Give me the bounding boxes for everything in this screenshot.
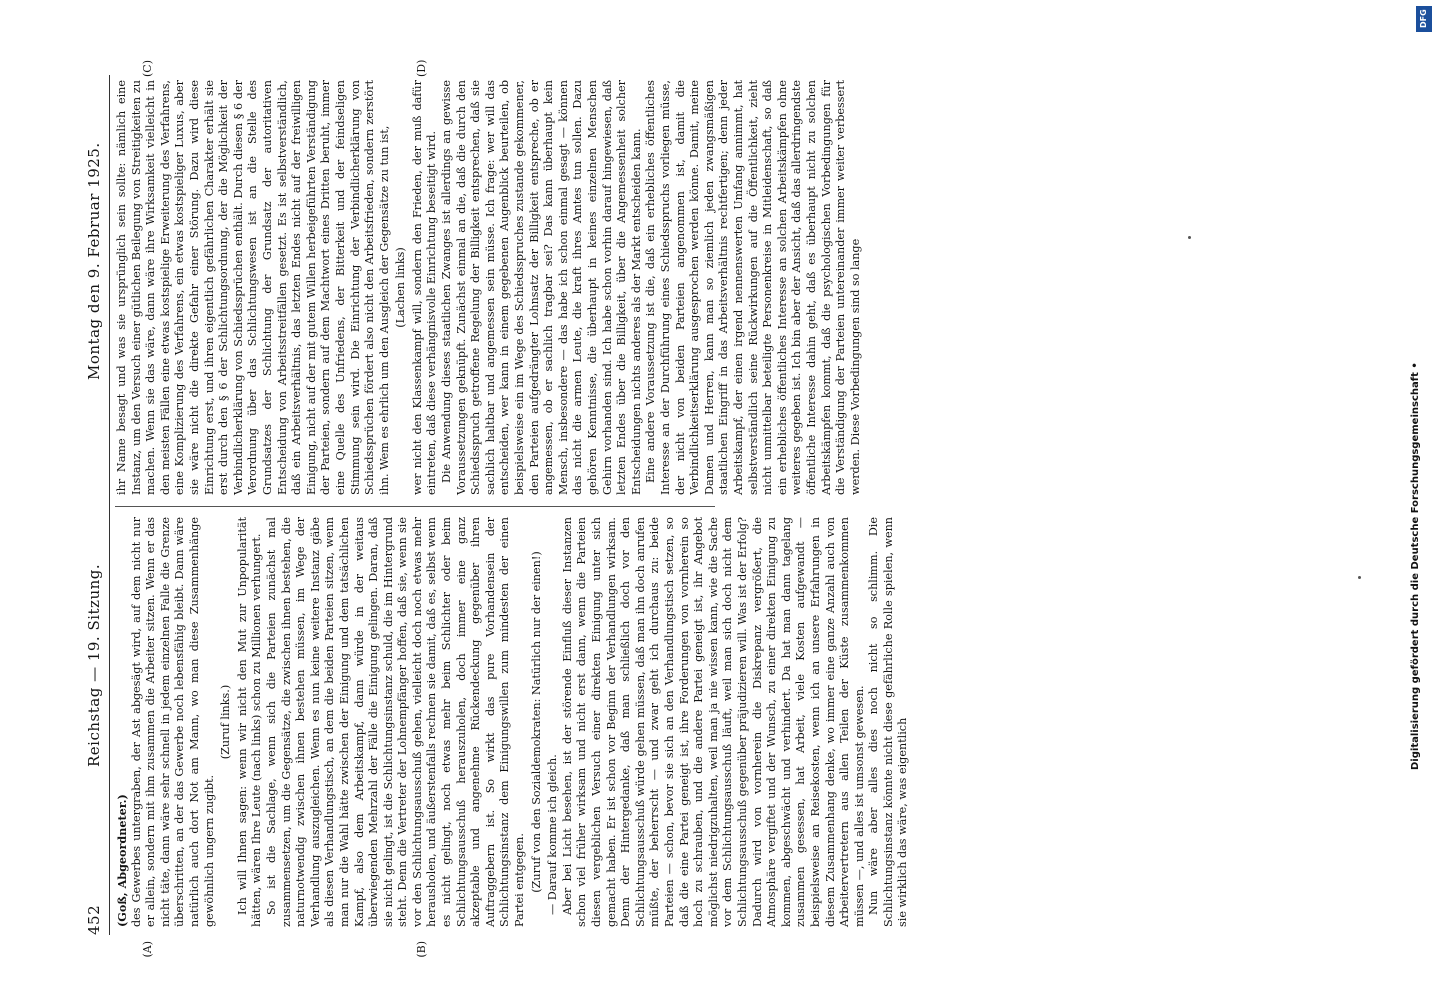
margin-marker-c: (C) bbox=[141, 60, 154, 77]
interjection: (Lachen links) bbox=[394, 247, 408, 328]
paragraph: — Darauf komme ich gleich. bbox=[546, 754, 560, 915]
interjection: (Zuruf von den Sozialdemokraten: Natürlich nur der einen!) bbox=[529, 551, 543, 893]
paragraph: ihr Name besagt und was sie ursprünglich sein sollte: nämlich eine Instanz, um den Versuch einer gütlichen Beilegung von Streitigkeiten zu machen. Wenn sie das wäre, dann wäre ihre Wirksamkeit vielleicht in den meisten Fällen eine etwas kostspielige Erweiterung des Verfahrens, eine Komplizierung des Verfahrens, ein etwas kostspieliger Luxus, aber sie wäre nicht die direkte Gefahr einer Störung. Dazu wird diese Einrichtung erst, und ihren eigentlich gefährlichen Charakter erhält sie erst durch den § 6 der Schlichtungsordnung, der die Möglichkeit der Verbindlicherklärung von Schiedssprüchen enthält. Durch diesen § 6 der Verordnung über das Schlichtungswesen ist an die Stelle des Grundsatzes der Schlichtung der Grundsatz der autoritativen Entscheidung von Arbeitsstreitfällen gesetzt. Es ist selbstverständlich, daß ein Arbeitsverhältnis, das letzten Endes nicht auf der freiwilligen Einigung, nicht auf der mit gutem Willen herbeigeführten Verständigung der Parteien, sondern auf dem Machtwort eines Dritten beruht, immer eine Quelle des Unfriedens, der Bitterkeit und der feindseligen Stimmung sein wird. Die Einrichtung der Verbindlicherklärung von Schiedssprüchen fördert also nicht den Arbeitsfrieden, sondern zerstört ihn. Wem es ehrlich um den Ausgleich der Gegensätze zu tun ist, bbox=[115, 80, 391, 495]
left-column bbox=[115, 517, 910, 927]
margin-marker-b: (B) bbox=[415, 941, 428, 958]
rotated-page-content bbox=[85, 59, 910, 958]
page-header bbox=[85, 75, 111, 935]
paragraph: Die Anwendung dieses staatlichen Zwanges ist allerdings an gewisse Voraussetzungen geknüpft. Zunächst einmal an die, daß die durch den Schiedsspruch getroffene Regelung der Billigkeit entsprechen, daß sie sachlich haltbar und angemessen sein müsse. Ich frage: wer will das entscheiden, wer kann in einem gegebenen Augenblick beurteilen, ob beispielsweise ein im Wege des Schiedsspruches zustande gekommener, den Parteien aufgedrängter Lohnsatz der Billigkeit entspreche, ob er angemessen, ob er sachlich tragbar sei? Das kann überhaupt kein Mensch, insbesondere — das habe ich schon einmal gesagt — können das nicht die armen Leute, die kraft ihres Amtes tun sollen. Dazu gehören Kenntnisse, die überhaupt in keines einzelnen Menschen Gehirn vorhanden sind. Ich habe schon vorhin darauf hingewiesen, daß letzten Endes über die Billigkeit, über die Angemessenheit solcher Entscheidungen nichts anderes als der Markt entscheiden kann. bbox=[440, 80, 643, 495]
page-number: 452 bbox=[85, 904, 103, 935]
paragraph: Ich will Ihnen sagen: wenn wir nicht den Mut zur Unpopularität hätten, wären Ihre Leute (nach links) schon zu Millionen verhungert. bbox=[235, 517, 264, 927]
paragraph: So ist die Sachlage, wenn sich die Parteien zunächst mal zusammensetzen, um die Gegensätze, die zwischen ihnen bestehen, die naturnotwendig zwischen ihnen bestehen müssen, im Wege der Verhandlung auszugleichen. Wenn es nun keine weitere Instanz gäbe als diesen Verhandlungstisch, an dem die beiden Parteien sitzen, wenn man nur die Wahl hätte zwischen der Einigung und dem tatsächlichen Kampf, also dem Arbeitskampf, dann würde in der weitaus überwiegenden Mehrzahl der Fälle die Einigung gelingen. Daran, daß sie nicht gelingt, ist die Schlichtungsinstanz schuld, die im Hintergrund steht. Denn die Vertreter der Lohnempfänger hoffen, daß sie, wenn sie vor den Schlichtungsausschuß gehen, vielleicht doch noch etwas mehr herausholen, und äußerstenfalls rechnen sie damit, daß es, selbst wenn es nicht gelingt, noch etwas mehr beim Schlichter oder beim Schlichtungsausschuß herauszuholen, doch immer eine ganz akzeptable und angenehme Rückendeckung gegenüber ihren Auftraggebern ist. So wirkt das pure Vorhandensein der Schlichtungsinstanz dem Einigungswillen zum mindesten der einen Partei entgegen. bbox=[264, 517, 527, 927]
session-title: Reichstag — 19. Sitzung. bbox=[85, 563, 103, 767]
margin-marker-a: (A) bbox=[141, 941, 154, 958]
paragraph: wer nicht den Klassenkampf will, sondern den Frieden, der muß dafür eintreten, daß diese verhängnisvolle Einrichtung beseitigt wird. bbox=[410, 80, 439, 495]
document-page bbox=[85, 0, 1415, 1000]
paragraph: Aber bei Licht besehen, ist der störende Einfluß dieser Instanzen schon viel früher wirksam und nicht erst dann, wenn die Parteien diesen vergeblichen Versuch einer direkten Einigung unter sich gemacht haben. Er ist schon vor Beginn der Verhandlungen wirksam. Denn der Hintergedanke, daß man schließlich doch vor den Schlichtungsausschuß würde gehen müssen, daß man ihn doch anrufen müßte, der beherrscht — und zwar geht ich durchaus zu: beide Parteien — schon, bevor sie sich an den Verhandlungstisch setzen, so daß die eine Partei geneigt ist, ihre Forderungen von vornherein so hoch zu schrauben, und die andere Partei geneigt ist, ihr Angebot möglichst niedrigzuhalten, weil man ja nie wissen kann, wie die Sache vor dem Schlichtungsausschuß läuft, weil man sich doch nicht dem Schlichtungsausschuß gegenüber präjudizieren will. Was ist der Erfolg? Dadurch wird von vornherein die Diskrepanz vergrößert, die Atmosphäre vergiftet und der Wunsch, zu einer direkten Einigung zu kommen, abgeschwächt und verhindert. Da hat man dann tagelang zusammen gesessen, hat Arbeit, viele Kosten aufgewandt — beispielsweise an Reisekosten, wenn ich an unsere Erfahrungen in diesem Zusammenhang denke, wo immer eine ganze Anzahl auch von Arbeitervertretern aus allen Teilen der Küste zusammenkommen müssen —, und alles ist umsonst gewesen. bbox=[560, 517, 866, 927]
session-date: Montag den 9. Februar 1925. bbox=[85, 142, 103, 380]
column-divider bbox=[115, 506, 715, 507]
speaker-label: (Goß, Abgeordneter.) bbox=[115, 794, 129, 927]
scan-speck bbox=[1188, 236, 1191, 239]
paragraph: Nun wäre aber alles dies noch nicht so schlimm. Die Schlichtungsinstanz könnte nicht diese gefährliche Rolle spielen, wenn sie wirklich das wäre, was eigentlich bbox=[867, 517, 910, 927]
digitization-credit: Digitalisierung gefördert durch die Deutsche Forschungsgemeinschaft • bbox=[1410, 362, 1421, 770]
paragraph: Eine andere Voraussetzung ist die, daß ein erhebliches öffentliches Interesse an der Durchführung eines Schiedsspruchs vorliegen müsse, der nicht von beiden Parteien angenommen ist, damit die Verbindlichkeitserklärung ausgesprochen werden könne. Damit, meine Damen und Herren, kann man so ziemlich jeden zwangsmäßigen staatlichen Eingriff in das Arbeitsverhältnis rechtfertigen; denn jeder Arbeitskampf, der einen irgend nennenswerten Umfang annimmt, hat selbstverständlich seine Rückwirkungen auf die Öffentlichkeit, zieht nicht unmittelbar beteiligte Personenkreise in Mitleidenschaft, so daß ein erhebliches öffentliches Interesse an solchen Arbeitskämpfen ohne weiteres gegeben ist. Ich bin aber der Ansicht, daß das allerdringendste öffentliche Interesse dahin geht, daß es überhaupt nicht zu solchen Arbeitskämpfen kommt, daß die psychologischen Vorbedingungen für die Verständigung der Parteien untereinander immer weiter verbessert werden. Diese Vorbedingungen sind so lange bbox=[644, 80, 862, 495]
interjection: (Zuruf links.) bbox=[219, 684, 233, 760]
scan-speck bbox=[1358, 576, 1361, 579]
margin-marker-d: (D) bbox=[415, 59, 428, 77]
digitization-credit-strip bbox=[1406, 0, 1434, 1000]
header-rule bbox=[109, 75, 110, 935]
paragraph: des Gewerbes untergraben, der Ast abgesägt wird, auf dem nicht nur er allein, sondern mit ihm zusammen die Arbeiter sitzen. Wenn er das nicht täte, dann wäre sehr schnell in jedem einzelnen Falle die Grenze überschritten, an der das Gewerbe noch lebensfähig bleibt. Dann wäre natürlich auch dort Not am Mann, wo man diese Zusammenhänge gewöhnlich ungern zugibt. bbox=[129, 517, 216, 927]
dfg-logo: DFG bbox=[1416, 6, 1432, 32]
right-column bbox=[115, 80, 862, 495]
